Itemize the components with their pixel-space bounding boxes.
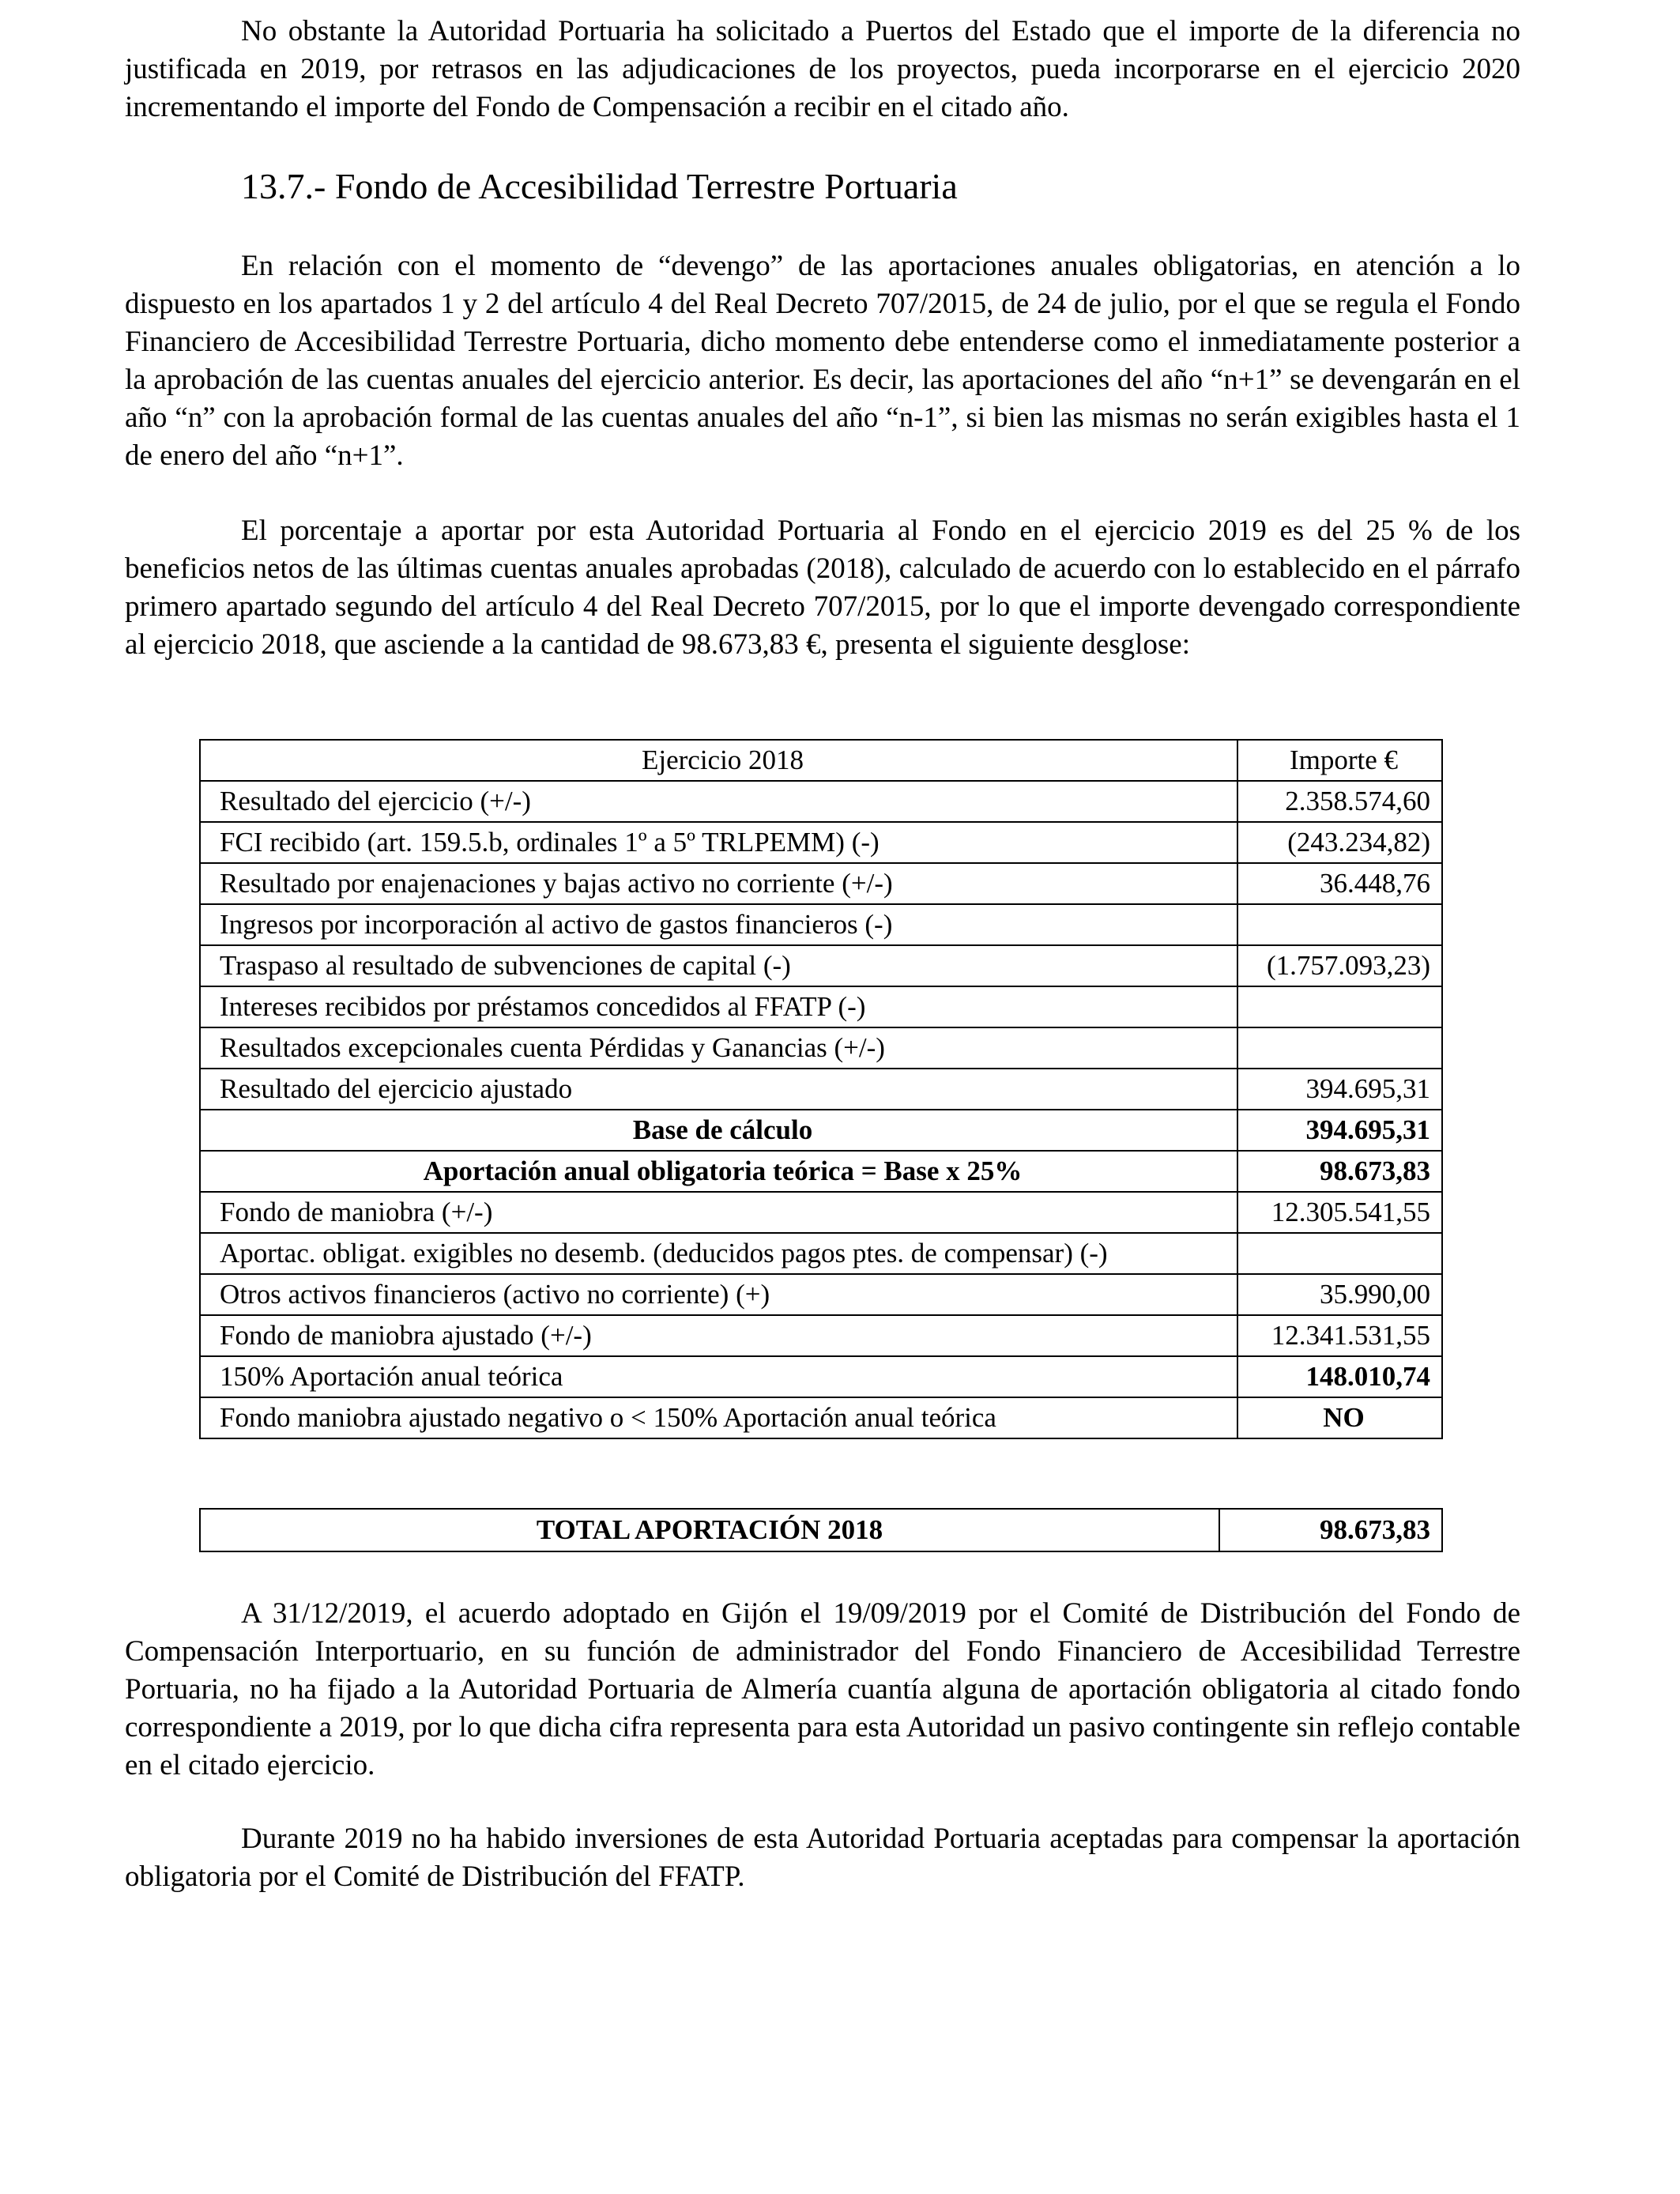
header-importe: Importe € — [1237, 740, 1442, 781]
table-row-aportacion-teorica — [200, 1151, 1442, 1192]
row-value: 98.673,83 — [1237, 1151, 1442, 1192]
total-value: 98.673,83 — [1219, 1509, 1442, 1551]
row-label: Otros activos financieros (activo no corriente) (+) — [200, 1274, 1237, 1315]
row-label: Base de cálculo — [200, 1110, 1237, 1151]
row-label: Resultado del ejercicio (+/-) — [200, 781, 1237, 822]
row-label: Resultado del ejercicio ajustado — [200, 1069, 1237, 1110]
row-value: (243.234,82) — [1237, 822, 1442, 863]
table-row — [200, 1397, 1442, 1438]
table-row — [200, 1274, 1442, 1315]
row-value: 2.358.574,60 — [1237, 781, 1442, 822]
row-label: Aportación anual obligatoria teórica = Base x 25% — [200, 1151, 1237, 1192]
row-value — [1237, 1233, 1442, 1274]
row-value: 35.990,00 — [1237, 1274, 1442, 1315]
row-label: Resultado por enajenaciones y bajas activo no corriente (+/-) — [200, 863, 1237, 904]
table-row — [200, 822, 1442, 863]
row-label: Intereses recibidos por préstamos concedidos al FFATP (-) — [200, 986, 1237, 1027]
row-label: Fondo maniobra ajustado negativo o < 150% Aportación anual teórica — [200, 1397, 1237, 1438]
total-label: TOTAL APORTACIÓN 2018 — [200, 1509, 1219, 1551]
row-value: NO — [1237, 1397, 1442, 1438]
row-label: 150% Aportación anual teórica — [200, 1356, 1237, 1397]
row-label: Resultados excepcionales cuenta Pérdidas y Ganancias (+/-) — [200, 1027, 1237, 1069]
row-value: (1.757.093,23) — [1237, 945, 1442, 986]
paragraph-porcentaje: El porcentaje a aportar por esta Autoridad Portuaria al Fondo en el ejercicio 2019 es del 25 % de los beneficios netos de las últimas cuentas anuales aprobadas (2018), calculado de acuerdo con lo establecido en el párrafo primero apartado segundo del artículo 4 del Real Decreto 707/2015, por lo que el importe devengado correspondiente al ejercicio 2018, que asciende a la cantidad de 98.673,83 €, presenta el siguiente desglose: — [125, 515, 1520, 661]
row-value: 148.010,74 — [1237, 1356, 1442, 1397]
table-row — [200, 1027, 1442, 1069]
row-label: Aportac. obligat. exigibles no desemb. (deducidos pagos ptes. de compensar) (-) — [200, 1233, 1237, 1274]
row-value — [1237, 986, 1442, 1027]
row-value: 12.305.541,55 — [1237, 1192, 1442, 1233]
row-label: Fondo de maniobra ajustado (+/-) — [200, 1315, 1237, 1356]
total-table — [199, 1508, 1443, 1552]
total-row — [200, 1509, 1442, 1551]
table-row — [200, 1356, 1442, 1397]
paragraph-inversiones: Durante 2019 no ha habido inversiones de esta Autoridad Portuaria aceptadas para compensar la aportación obligatoria por el Comité de Distribución del FFATP. — [125, 1823, 1520, 1893]
table-row-base-calculo — [200, 1110, 1442, 1151]
table-row — [200, 1192, 1442, 1233]
table-row — [200, 1315, 1442, 1356]
paragraph-acuerdo-gijon: A 31/12/2019, el acuerdo adoptado en Gijón el 19/09/2019 por el Comité de Distribución del Fondo de Compensación Interportuario, en su función de administrador del Fondo Financiero de Accesibilidad Terrestre Portuaria, no ha fijado a la Autoridad Portuaria de Almería cuantía alguna de aportación obligatoria al citado fondo correspondiente a 2019, por lo que dicha cifra representa para esta Autoridad un pasivo contingente sin reflejo contable en el citado ejercicio. — [125, 1597, 1520, 1781]
section-heading: 13.7.- Fondo de Accesibilidad Terrestre Portuaria — [241, 166, 958, 206]
row-value — [1237, 904, 1442, 945]
table-row — [200, 1233, 1442, 1274]
row-label: Traspaso al resultado de subvenciones de capital (-) — [200, 945, 1237, 986]
row-value — [1237, 1027, 1442, 1069]
row-label: FCI recibido (art. 159.5.b, ordinales 1º a 5º TRLPEMM) (-) — [200, 822, 1237, 863]
paragraph-devengo: En relación con el momento de “devengo” de las aportaciones anuales obligatorias, en atención a lo dispuesto en los apartados 1 y 2 del artículo 4 del Real Decreto 707/2015, de 24 de julio, por el que se regula el Fondo Financiero de Accesibilidad Terrestre Portuaria, dicho momento debe entenderse como el inmediatamente posterior a la aprobación de las cuentas anuales del ejercicio anterior. Es decir, las aportaciones del año “n+1” se devengarán en el año “n” con la aprobación formal de las cuentas anuales del año “n-1”, si bien las mismas no serán exigibles hasta el 1 de enero del año “n+1”. — [125, 250, 1520, 472]
row-value: 394.695,31 — [1237, 1069, 1442, 1110]
table-header-row — [200, 740, 1442, 781]
table-row — [200, 863, 1442, 904]
row-value: 36.448,76 — [1237, 863, 1442, 904]
calculation-table — [199, 739, 1443, 1439]
table-row — [200, 986, 1442, 1027]
row-label: Fondo de maniobra (+/-) — [200, 1192, 1237, 1233]
row-label: Ingresos por incorporación al activo de gastos financieros (-) — [200, 904, 1237, 945]
header-ejercicio: Ejercicio 2018 — [200, 740, 1237, 781]
row-value: 394.695,31 — [1237, 1110, 1442, 1151]
row-value: 12.341.531,55 — [1237, 1315, 1442, 1356]
table-row — [200, 781, 1442, 822]
paragraph-fondo-compensacion: No obstante la Autoridad Portuaria ha solicitado a Puertos del Estado que el importe de la diferencia no justificada en 2019, por retrasos en las adjudicaciones de los proyectos, pueda incorporarse en el ejercicio 2020 incrementando el importe del Fondo de Compensación a recibir en el citado año. — [125, 15, 1520, 123]
table-row — [200, 945, 1442, 986]
table-row — [200, 904, 1442, 945]
table-row — [200, 1069, 1442, 1110]
